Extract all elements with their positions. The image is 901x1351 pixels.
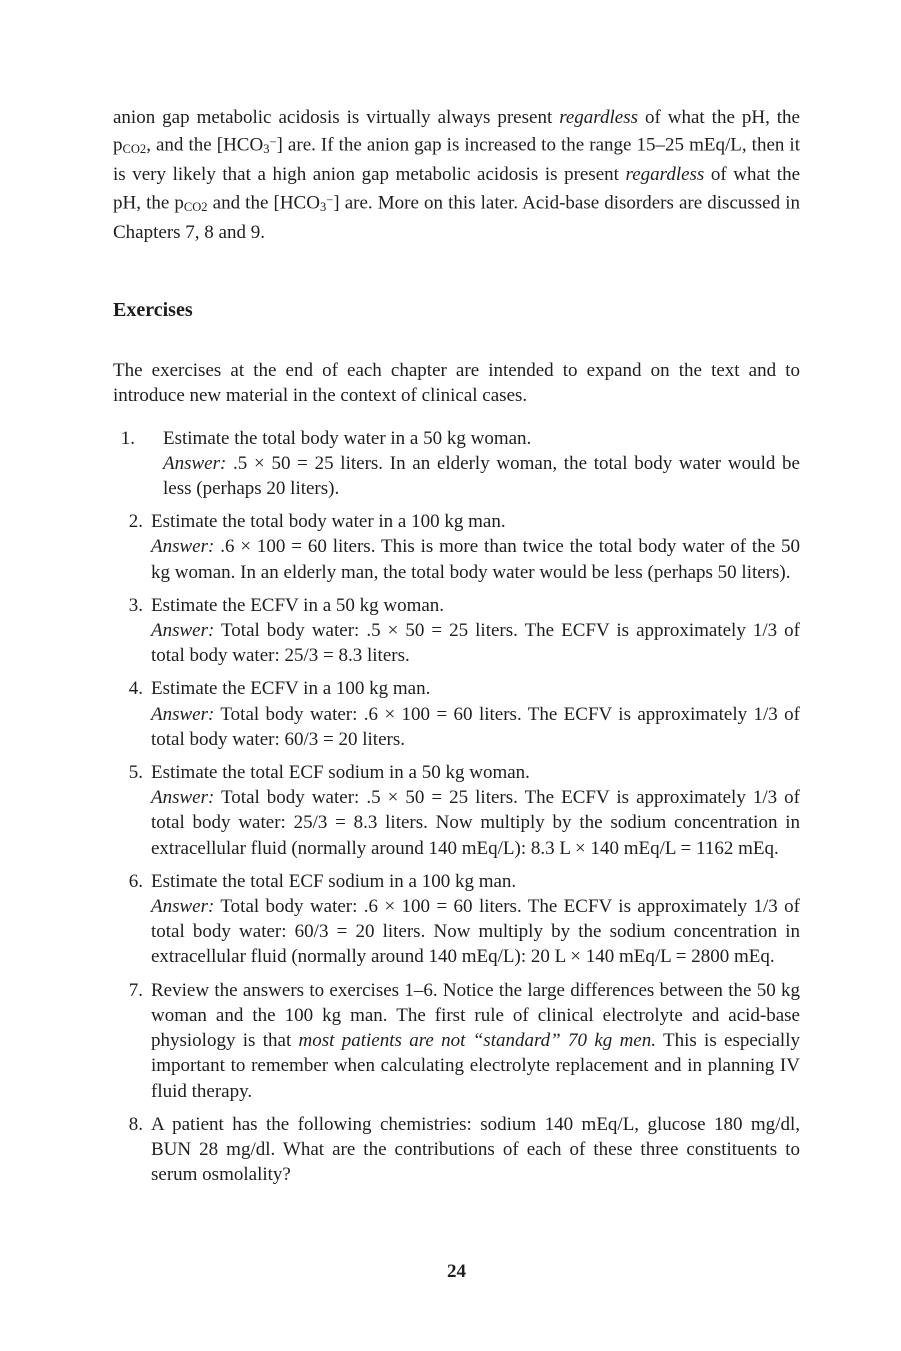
answer-text: .5 × 50 = 25 liters. In an elderly woman, the total body water would be less (perhaps 20 liters). [163, 452, 800, 500]
item-body [151, 676, 800, 752]
exercise-item-8 [113, 1112, 800, 1188]
exercise-answer [151, 894, 800, 970]
page-number: 24 [447, 1261, 466, 1282]
item-body [151, 760, 800, 861]
text-run: This is especially important to remember when calculating electrolyte replacement and in planning IV fluid therapy. [151, 1030, 800, 1102]
exercise-item-1 [113, 426, 800, 502]
item-body [151, 509, 800, 585]
item-number: 7. [128, 979, 143, 1001]
exercises-heading: Exercises [113, 299, 193, 322]
item-body [151, 1112, 800, 1188]
text-run: ] are. If the anion gap is increased to the range 15–25 mEq/L, then it is very likely that a high anion gap metabolic acidosis is present [113, 134, 800, 186]
item-number: 8. [128, 1113, 143, 1135]
pco2-subscript: CO2 [183, 199, 208, 214]
text-run: , and the [HCO [146, 134, 264, 156]
item-number: 1. [120, 427, 135, 449]
exercise-item-5 [113, 760, 800, 861]
exercise-question: Estimate the total ECF sodium in a 100 kg man. [151, 870, 517, 892]
answer-text: Total body water: .6 × 100 = 60 liters. The ECFV is approximately 1/3 of total body water: 60/3 = 20 liters. [151, 703, 800, 750]
text-run: of what the pH, the p [113, 164, 800, 213]
exercise-item-3 [113, 593, 800, 669]
item-body [151, 978, 800, 1104]
exercise-question: A patient has the following chemistries: sodium 140 mEq/L, glucose 180 mg/dl, BUN 28 mg/dl. What are the contributions of each of these three constituents to serum osmolality? [151, 1113, 800, 1186]
italic-phrase: regardless [559, 107, 638, 128]
item-number: 6. [128, 870, 143, 892]
exercise-answer [151, 785, 800, 861]
text-run: of what the pH, the p [113, 107, 800, 156]
italic-phrase: most patients are not “standard” 70 kg men. [298, 1030, 656, 1052]
bicarbonate-subscript: 3 [319, 199, 327, 214]
text-run: ] are. More on this later. Acid-base disorders are discussed in Chapters 7, 8 and 9. [113, 191, 800, 243]
item-number: 2. [128, 511, 143, 533]
exercise-item-6 [113, 869, 800, 970]
item-body [151, 593, 800, 669]
exercise-item-2 [113, 509, 800, 585]
answer-text: Total body water: .5 × 50 = 25 liters. The ECFV is approximately 1/3 of total body water: 25/3 = 8.3 liters. [151, 620, 800, 667]
item-number: 3. [128, 594, 143, 616]
exercise-answer [151, 534, 800, 584]
exercise-question: Estimate the ECFV in a 50 kg woman. [151, 594, 445, 616]
answer-text: Total body water: .6 × 100 = 60 liters. The ECFV is approximately 1/3 of total body water: 60/3 = 20 liters. Now multiply by the sodium concentration in extracellular fluid (normally around 140 mEq/L): 20 L × 140 mEq/L = 2800 mEq. [151, 896, 800, 968]
minus-superscript: − [269, 135, 277, 150]
exercise-question: Estimate the total body water in a 100 kg man. [151, 511, 506, 533]
exercise-question: Estimate the total body water in a 50 kg woman. [163, 427, 532, 449]
exercise-list [113, 426, 800, 1188]
exercise-answer [163, 451, 800, 501]
exercise-item-7 [113, 978, 800, 1104]
answer-label: Answer: [151, 787, 215, 809]
italic-phrase: regardless [625, 164, 705, 186]
text-run: anion gap metabolic acidosis is virtually always present [113, 107, 560, 128]
answer-label: Answer: [151, 620, 215, 642]
exercise-question: Estimate the ECFV in a 100 kg man. [151, 678, 431, 700]
item-number: 4. [128, 678, 143, 700]
exercise-answer [151, 618, 800, 668]
pco2-subscript: CO2 [122, 142, 147, 157]
answer-label: Answer: [151, 896, 215, 918]
minus-superscript: − [326, 192, 334, 207]
text-run: Review the answers to exercises 1–6. Notice the large differences between the 50 kg woman and the 100 kg man. The first rule of clinical electrolyte and acid-base physiology is that [151, 979, 800, 1052]
exercise-answer [151, 702, 800, 752]
answer-label: Answer: [151, 536, 215, 558]
answer-text: .6 × 100 = 60 liters. This is more than twice the total body water of the 50 kg woman. In an elderly man, the total body water would be less (perhaps 50 liters). [151, 536, 801, 583]
answer-label: Answer: [151, 703, 215, 725]
text-run: and the [HCO [207, 191, 320, 213]
answer-text: Total body water: .5 × 50 = 25 liters. The ECFV is approximately 1/3 of total body water: 25/3 = 8.3 liters. Now multiply by the sodium concentration in extracellular fluid (normally around 140 mEq/L): 8.3 L × 140 mEq/L = 1162 mEq. [151, 787, 800, 859]
answer-label: Answer: [163, 452, 227, 474]
item-number: 5. [128, 762, 143, 784]
intro-paragraph: The exercises at the end of each chapter are intended to expand on the text and to introduce new material in the context of clinical cases. [113, 360, 800, 407]
lead-paragraph [113, 105, 800, 245]
exercise-item-4 [113, 676, 800, 752]
item-body [163, 426, 800, 502]
exercise-paragraph [151, 978, 800, 1104]
bicarbonate-subscript: 3 [263, 142, 270, 157]
exercise-question: Estimate the total ECF sodium in a 50 kg woman. [151, 762, 530, 784]
item-body [151, 869, 800, 970]
